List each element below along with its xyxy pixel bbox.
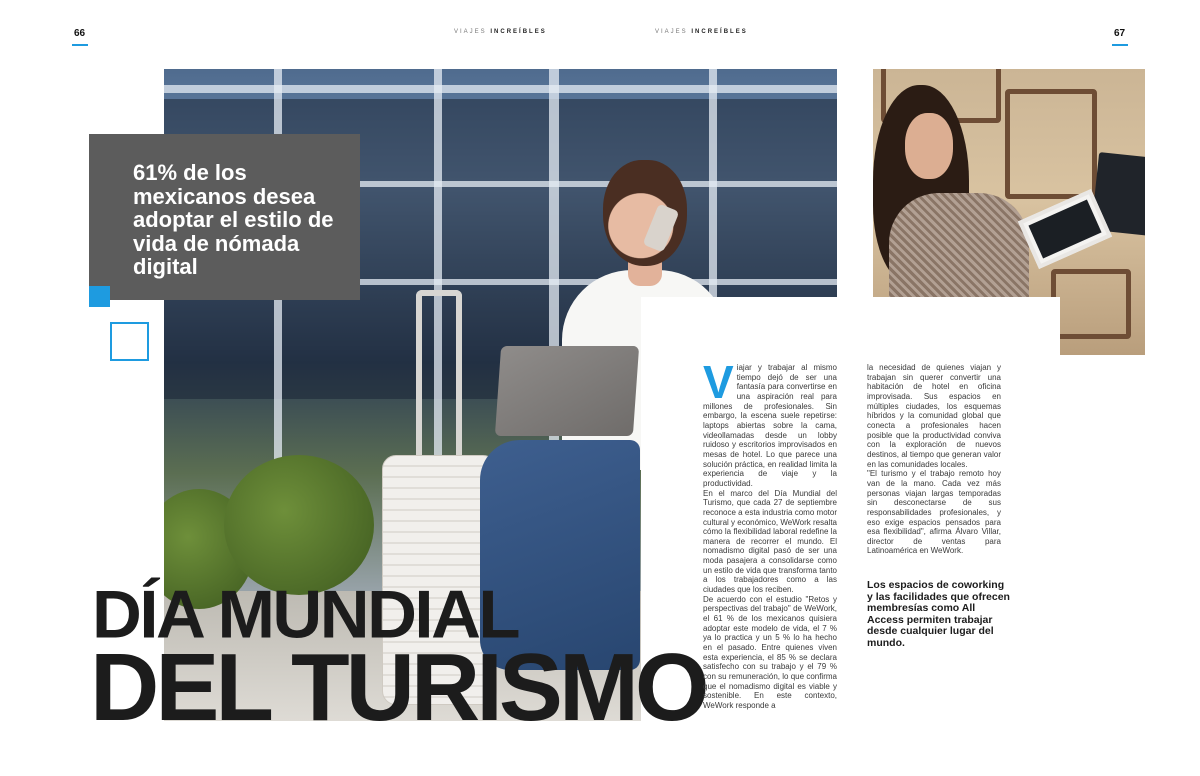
headline-line-1: DÍA MUNDIAL	[92, 576, 519, 653]
article-column-2	[867, 363, 1001, 556]
page-number-left-underline	[72, 44, 88, 46]
section-label-right: VIAJES INCREÍBLES	[655, 29, 748, 35]
window-frame	[164, 85, 837, 93]
section-label-left: VIAJES INCREÍBLES	[454, 29, 547, 35]
article-paragraph: iajar y trabajar al mismo tiempo dejó de ser una fantasía para convertirse en una aspiración real para millones de profesionales. Sin embargo, la escena suele repetirse: laptops abiertas sobre la cama, videollamadas desde un lobby ruidoso y escritorios improvisados en mesas de hotel. Lo que parece una solución práctica, en realidad limita la experiencia de viaje y la productividad.	[703, 363, 837, 488]
page-number-right-underline	[1112, 44, 1128, 46]
page-number-right: 67	[1114, 28, 1126, 39]
chair	[1005, 89, 1097, 199]
highlight-callout: Los espacios de coworking y las facilidades que ofrecen membresías como All Access permiten trabajar desde cualquier lugar del mundo.	[867, 579, 1010, 649]
dropcap: V	[703, 356, 734, 408]
article-paragraph: la necesidad de quienes viajan y trabajan sin querer convertir una habitación de hotel en oficina improvisada. Sus espacios en múltiples ciudades, los esquemas híbridos y la comunidad global que conecta a profesionales hacen posible que la productividad conviva con la exploración de nuevos destinos, al tiempo que generan valor en las comunidades locales.	[867, 363, 1001, 469]
bush	[224, 455, 374, 595]
headline-line-2: DEL TURISMO	[90, 634, 706, 741]
accent-square	[89, 286, 110, 307]
accent-square-outline	[110, 322, 149, 361]
page-number-left: 66	[74, 28, 86, 39]
article-paragraph: De acuerdo con el estudio "Retos y perspectivas del trabajo" de WeWork, el 61 % de los mexicanos quisiera adoptar este modelo de vida, el 7 % ya lo practica y un 5 % lo ha hecho en el pasado. Entre quienes viven esta experiencia, el 85 % se declara satisfecho con su trabajo y el 79 % con su remuneración, lo que confirma que el nomadismo digital es viable y sostenible. En este contexto, WeWork responde a	[703, 594, 837, 710]
article-column-1	[703, 356, 837, 711]
pullquote-text: 61% de los mexicanos desea adoptar el estilo de vida de nómada digital	[133, 160, 334, 279]
worker-face	[905, 113, 953, 179]
pullquote-box	[89, 134, 360, 300]
article-paragraph: "El turismo y el trabajo remoto hoy van de la mano. Cada vez más personas viajan largas temporadas sin desconectarse de sus responsabilidades profesionales, y eso exige espacios pensados para esa flexibilidad", afirma Álvaro Villar, director de ventas para Latinoamérica en WeWork.	[867, 469, 1001, 556]
laptop	[495, 346, 639, 436]
suitcase-handle	[416, 290, 462, 458]
chair	[1051, 269, 1131, 339]
article-paragraph: En el marco del Día Mundial del Turismo, que cada 27 de septiembre reconoce a esta industria como motor cultural y económico, WeWork resalta cómo la flexibilidad laboral redefine la manera de recorrer el mundo. El nomadismo digital pasó de ser una moda pasajera a consolidarse como un estilo de vida que transforma tanto a los trabajadores como a las ciudades que los reciben.	[703, 488, 837, 595]
